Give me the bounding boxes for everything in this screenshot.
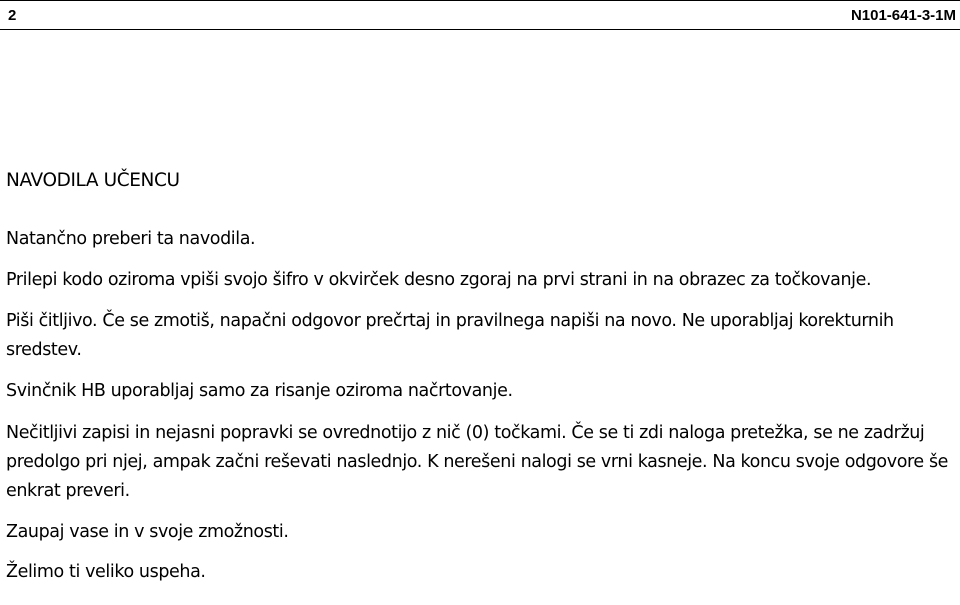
instruction-paragraph: Nečitljivi zapisi in nejasni popravki se ovrednotijo z nič (0) točkami. Če se ti zdi naloga pretežka, se ne zadržuj predolgo pri njej, ampak začni reševati naslednjo. K nerešeni nalogi se vrni kasneje. Na koncu svoje odgovore še enkrat preveri. — [6, 423, 949, 501]
instruction-paragraph: Prilepi kodo oziroma vpiši svojo šifro v okvirček desno zgoraj na prvi strani in na obrazec za točkovanje. — [6, 270, 872, 290]
instruction-paragraph: Zaupaj vase in v svoje zmožnosti. — [6, 522, 289, 542]
document-code: N101-641-3-1M — [850, 7, 956, 24]
instruction-paragraph: Svinčnik HB uporabljaj samo za risanje oziroma načrtovanje. — [6, 381, 513, 401]
page-header — [0, 0, 960, 30]
instructions-title: NAVODILA UČENCU — [6, 170, 180, 191]
instructions-section — [6, 166, 956, 587]
page-number: 2 — [8, 7, 17, 24]
instruction-paragraph: Natančno preberi ta navodila. — [6, 229, 256, 249]
instruction-paragraph: Želimo ti veliko uspeha. — [6, 562, 206, 582]
instruction-paragraph: Piši čitljivo. Če se zmotiš, napačni odgovor prečrtaj in pravilnega napiši na novo. Ne uporabljaj korekturnih sredstev. — [6, 311, 894, 360]
